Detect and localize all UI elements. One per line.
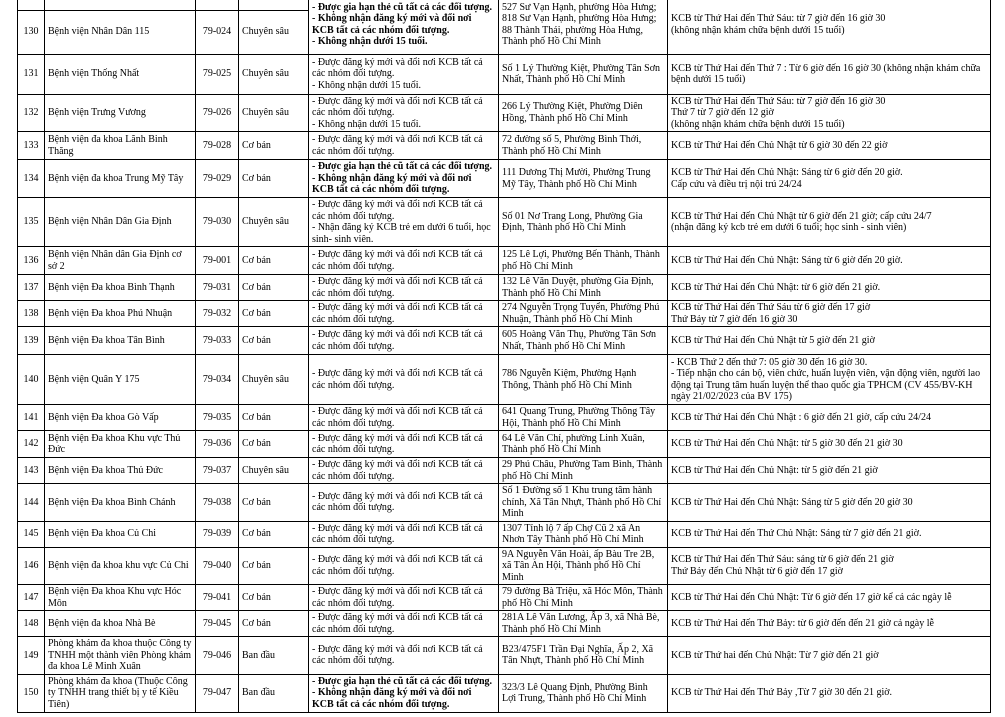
hours-line: Thứ Bảy đến Chủ Nhật từ 6 giờ đến 17 giờ <box>671 565 843 577</box>
cell-name: Bệnh viện Đa khoa Thủ Đức <box>45 458 196 484</box>
cell-notes <box>309 458 499 484</box>
cell-code: 79-040 <box>196 547 239 585</box>
hours-line: (không nhận khám chữa bệnh dưới 15 tuổi) <box>671 118 845 130</box>
cell-stt: 140 <box>18 355 45 405</box>
note-line: - Được đăng ký mới và đổi nơi KCB tất cả các nhóm đối tượng. <box>312 406 483 429</box>
cell-stt: 138 <box>18 301 45 327</box>
cell-tier: Cơ bản <box>239 521 309 547</box>
cell-name: Bệnh viện đa khoa khu vực Củ Chi <box>45 547 196 585</box>
cell-notes <box>309 94 499 132</box>
cell-name: Bệnh viện Nhân Dân 115 <box>45 10 196 54</box>
cell-notes <box>309 355 499 405</box>
cell-notes <box>309 431 499 458</box>
hours-line: KCB từ Thứ Hai đến Thứ Chủ Nhật: Sáng từ 7 giờ đến 21 giờ. <box>671 528 922 540</box>
cell-tier: Cơ bản <box>239 431 309 458</box>
cell-tier: Cơ bản <box>239 327 309 355</box>
note-line: - Được gia hạn thẻ cũ tất cả các đối tượng. <box>312 161 493 173</box>
hours-line: Cấp cứu và điều trị nội trú 24/24 <box>671 178 802 190</box>
hours-line: KCB từ Thứ Hai đến Chủ Nhật: Sáng từ 5 giờ đến 20 giờ 30 <box>671 496 913 508</box>
table-row <box>18 484 991 522</box>
note-line: - Không nhận dưới 15 tuổi. <box>312 36 428 48</box>
cell-address: 72 đường số 5, Phường Bình Thới, Thành phố Hồ Chí Minh <box>499 132 668 160</box>
table-row <box>18 247 991 275</box>
cell-hours <box>668 247 991 275</box>
cell-address: 266 Lý Thường Kiệt, Phường Diên Hồng, Thành phố Hồ Chí Minh <box>499 94 668 132</box>
table-row <box>18 521 991 547</box>
table-row <box>18 674 991 712</box>
cell-code: 79-037 <box>196 458 239 484</box>
note-line: - Được gia hạn thẻ cũ tất cả các đối tượng. <box>312 675 493 687</box>
note-line: - Được đăng ký mới và đổi nơi KCB tất cả các nhóm đối tượng. <box>312 554 483 577</box>
table-row <box>18 431 991 458</box>
hours-line: KCB từ Thứ Hai đến Chủ Nhật từ 6 giờ đến 21 giờ; cấp cứu 24/7 <box>671 210 932 222</box>
hours-line: KCB từ Thứ Hai đến Chủ Nhật: Từ 6 giờ đến 17 giờ kể cả các ngày lễ <box>671 591 952 603</box>
cell-address: 9A Nguyễn Văn Hoài, ấp Bàu Tre 2B, xã Tân An Hội, Thành phố Hồ Chí Minh <box>499 547 668 585</box>
cell-tier: Cơ bản <box>239 160 309 198</box>
hours-line: KCB từ Thứ Hai đến Thứ Sáu: từ 7 giờ đến 16 giờ 30 <box>671 95 886 107</box>
cell-address: 132 Lê Văn Duyệt, phường Gia Định, Thành phố Hồ Chí Minh <box>499 275 668 301</box>
cell-code: 79-047 <box>196 674 239 712</box>
cell-name: Bệnh viện Đa khoa Khu vực Thủ Đức <box>45 431 196 458</box>
cell-code: 79-035 <box>196 405 239 431</box>
cell-address: Số 1 Đường số 1 Khu trung tâm hành chính, Xã Tân Nhựt, Thành phố Hồ Chí Minh <box>499 484 668 522</box>
cell-hours <box>668 547 991 585</box>
cell-name-stub <box>45 0 196 10</box>
cell-stt: 148 <box>18 611 45 637</box>
cell-name: Bệnh viện Đa khoa Tân Bình <box>45 327 196 355</box>
note-line: - Được đăng ký mới và đổi nơi KCB tất cả các nhóm đối tượng. <box>312 612 483 635</box>
cell-stt: 134 <box>18 160 45 198</box>
cell-tier-stub <box>239 0 309 10</box>
cell-code: 79-025 <box>196 54 239 94</box>
cell-tier: Chuyên sâu <box>239 355 309 405</box>
cell-tier: Chuyên sâu <box>239 458 309 484</box>
cell-hours <box>668 585 991 611</box>
cell-notes <box>309 521 499 547</box>
cell-notes <box>309 484 499 522</box>
cell-stt: 137 <box>18 275 45 301</box>
cell-stt-stub <box>18 0 45 10</box>
cell-notes <box>309 301 499 327</box>
cell-hours <box>668 301 991 327</box>
cell-code-stub <box>196 0 239 10</box>
cell-notes <box>309 327 499 355</box>
cell-stt: 141 <box>18 405 45 431</box>
cell-address: Số 1 Lý Thường Kiệt, Phường Tân Sơn Nhất, Thành phố Hồ Chí Minh <box>499 54 668 94</box>
table-row <box>18 54 991 94</box>
cell-name: Bệnh viện Đa khoa Bình Thạnh <box>45 275 196 301</box>
note-line: - Được gia hạn thẻ cũ tất cả các đối tượng. <box>312 1 493 13</box>
hours-line: KCB từ Thứ Hai đến Chủ Nhật: từ 6 giờ đến 21 giờ. <box>671 281 881 293</box>
cell-address: B23/475F1 Trần Đại Nghĩa, Ấp 2, Xã Tân Nhựt, Thành phố Hồ Chí Minh <box>499 637 668 675</box>
table-row <box>18 94 991 132</box>
cell-tier: Ban đầu <box>239 674 309 712</box>
note-line: - Được đăng ký mới và đổi nơi KCB tất cả các nhóm đối tượng. <box>312 95 483 118</box>
cell-stt: 133 <box>18 132 45 160</box>
cell-code: 79-046 <box>196 637 239 675</box>
cell-address: 786 Nguyễn Kiệm, Phường Hạnh Thông, Thành phố Hồ Chí Minh <box>499 355 668 405</box>
cell-hours <box>668 484 991 522</box>
cell-stt: 143 <box>18 458 45 484</box>
cell-hours <box>668 198 991 247</box>
cell-tier: Cơ bản <box>239 484 309 522</box>
cell-address: 274 Nguyễn Trọng Tuyển, Phường Phú Nhuận, Thành phố Hồ Chí Minh <box>499 301 668 327</box>
cell-name: Bệnh viện đa khoa Nhà Bè <box>45 611 196 637</box>
note-line: - Không nhận đăng ký mới và đổi nơi KCB tất cả các nhóm đối tượng. <box>312 13 472 36</box>
table-row <box>18 405 991 431</box>
cell-code: 79-026 <box>196 94 239 132</box>
note-line: - Được đăng ký mới và đổi nơi KCB tất cả các nhóm đối tượng. <box>312 276 483 299</box>
cell-notes <box>309 275 499 301</box>
cell-address: 125 Lê Lợi, Phường Bến Thành, Thành phố Hồ Chí Minh <box>499 247 668 275</box>
hours-line: KCB từ Thứ Hai đến Thứ Sáu từ 6 giờ đến 17 giờ <box>671 302 871 313</box>
cell-notes <box>309 54 499 94</box>
hours-line: KCB từ Thứ Hai đến Chủ Nhật: từ 5 giờ đến 21 giờ <box>671 464 878 476</box>
cell-tier: Cơ bản <box>239 275 309 301</box>
cell-code: 79-045 <box>196 611 239 637</box>
cell-code: 79-032 <box>196 301 239 327</box>
cell-stt: 145 <box>18 521 45 547</box>
cell-tier: Chuyên sâu <box>239 94 309 132</box>
cell-code: 79-029 <box>196 160 239 198</box>
cell-code: 79-028 <box>196 132 239 160</box>
cell-code: 79-030 <box>196 198 239 247</box>
cell-stt: 136 <box>18 247 45 275</box>
cell-hours <box>668 674 991 712</box>
cell-hours <box>668 0 991 54</box>
cell-name: Bệnh viện đa khoa Lãnh Binh Thăng <box>45 132 196 160</box>
hours-line: KCB từ Thứ Hai đến Thứ Sáu: sáng từ 6 giờ đến 21 giờ <box>671 554 894 566</box>
hours-line: KCB từ Thứ Hai đến Thứ 7 : Từ 6 giờ đến 16 giờ 30 (không nhận khám chữa bệnh dưới 15 tuổi) <box>671 62 981 85</box>
cell-notes <box>309 585 499 611</box>
cell-address: 281A Lê Văn Lương, Ấp 3, xã Nhà Bè, Thành phố Hồ Chí Minh <box>499 611 668 637</box>
hours-line: - Tiếp nhận cho cán bộ, viên chức, huấn luyện viên, vận động viên, người lao động tại Trung tâm huấn luyện thể thao quốc gia TPHCM (CV 455/BV-KH ngày 21/02/2023 của BV 175) <box>671 368 981 402</box>
cell-name: Phòng khám đa khoa thuộc Công ty TNHH một thành viên Phòng khám đa khoa Lê Minh Xuân <box>45 637 196 675</box>
note-line: - Được đăng ký mới và đổi nơi KCB tất cả các nhóm đối tượng. <box>312 329 483 352</box>
cell-hours <box>668 327 991 355</box>
note-line: - Được đăng ký mới và đổi nơi KCB tất cả các nhóm đối tượng. <box>312 56 483 80</box>
cell-tier: Cơ bản <box>239 132 309 160</box>
cell-address: Số 01 Nơ Trang Long, Phường Gia Định, Thành phố Hồ Chí Minh <box>499 198 668 247</box>
cell-hours <box>668 275 991 301</box>
cell-notes <box>309 160 499 198</box>
table-row <box>18 327 991 355</box>
cell-name: Bệnh viện Nhân Dân Gia Định <box>45 198 196 247</box>
cell-hours <box>668 431 991 458</box>
hours-line: - KCB Thứ 2 đến thứ 7: 05 giờ 30 đến 16 giờ 30. <box>671 356 868 368</box>
table-row <box>18 458 991 484</box>
note-line: - Được đăng ký mới và đổi nơi KCB tất cả các nhóm đối tượng. <box>312 459 483 482</box>
cell-name: Bệnh viện Nhân dân Gia Định cơ sở 2 <box>45 247 196 275</box>
cell-address: 29 Phú Châu, Phường Tam Bình, Thành phố Hồ Chí Minh <box>499 458 668 484</box>
cell-hours <box>668 94 991 132</box>
cell-address: 605 Hoàng Văn Thụ, Phường Tân Sơn Nhất, Thành phố Hồ Chí Minh <box>499 327 668 355</box>
table-row <box>18 198 991 247</box>
note-line: - Không nhận đăng ký mới và đổi nơi KCB tất cả các nhóm đối tượng. <box>312 172 472 196</box>
note-line: - Được đăng ký mới và đổi nơi KCB tất cả các nhóm đối tượng. <box>312 490 483 514</box>
cell-stt: 130 <box>18 10 45 54</box>
table-body <box>18 0 991 712</box>
cell-stt: 146 <box>18 547 45 585</box>
cell-tier: Cơ bản <box>239 301 309 327</box>
table-row <box>18 132 991 160</box>
cell-code: 79-038 <box>196 484 239 522</box>
table-row <box>18 275 991 301</box>
cell-code: 79-034 <box>196 355 239 405</box>
note-line: - Không nhận dưới 15 tuổi. <box>312 118 422 130</box>
cell-tier: Ban đầu <box>239 637 309 675</box>
cell-name: Bệnh viện Đa khoa Khu vực Hóc Môn <box>45 585 196 611</box>
cell-hours <box>668 637 991 675</box>
cell-hours <box>668 132 991 160</box>
cell-stt: 147 <box>18 585 45 611</box>
hours-line: KCB từ Thứ hai đến Chủ Nhật: Từ 7 giờ đến 21 giờ <box>671 649 879 661</box>
cell-stt: 132 <box>18 94 45 132</box>
hours-line: KCB từ Thứ Hai đến Thứ Sáu: từ 7 giờ đến 16 giờ 30 <box>671 13 886 25</box>
cell-code: 79-001 <box>196 247 239 275</box>
table-row <box>18 637 991 675</box>
cell-hours <box>668 405 991 431</box>
note-line: - Được đăng ký mới và đổi nơi KCB tất cả các nhóm đối tượng. <box>312 134 483 157</box>
note-line: - Không nhận dưới 15 tuổi. <box>312 79 422 91</box>
table-row <box>18 611 991 637</box>
table-row <box>18 160 991 198</box>
note-line: - Được đăng ký mới và đổi nơi KCB tất cả các nhóm đối tượng. <box>312 586 483 609</box>
note-line: - Được đăng ký mới và đổi nơi KCB tất cả các nhóm đối tượng. <box>312 432 483 455</box>
cell-hours <box>668 521 991 547</box>
hospital-table <box>17 0 991 713</box>
cell-code: 79-041 <box>196 585 239 611</box>
note-line: - Được đăng ký mới và đổi nơi KCB tất cả các nhóm đối tượng. <box>312 522 483 545</box>
note-line: - Được đăng ký mới và đổi nơi KCB tất cả các nhóm đối tượng. <box>312 249 483 272</box>
cell-notes <box>309 611 499 637</box>
cell-notes <box>309 674 499 712</box>
cell-code: 79-024 <box>196 10 239 54</box>
cell-hours <box>668 611 991 637</box>
cell-code: 79-039 <box>196 521 239 547</box>
hours-line: KCB từ Thứ Hai đến Chủ Nhật từ 5 giờ đến 21 giờ <box>671 334 875 346</box>
cell-hours <box>668 160 991 198</box>
cell-notes <box>309 0 499 54</box>
cell-hours <box>668 355 991 405</box>
cell-address: 527 Sư Vạn Hạnh, phường Hòa Hưng; 818 Sư Vạn Hạnh, phường Hòa Hưng; 88 Thành Thái, phường Hòa Hưng, Thành phố Hồ Chí Minh <box>499 0 668 54</box>
cell-stt: 150 <box>18 674 45 712</box>
hours-line: KCB từ Thứ Hai đến Chủ Nhật: Sáng từ 6 giờ đến 20 giờ. <box>671 254 903 266</box>
hours-line: Thứ Bảy từ 7 giờ đến 16 giờ 30 <box>671 313 798 325</box>
cell-stt: 142 <box>18 431 45 458</box>
hours-line: (không nhận khám chữa bệnh dưới 15 tuổi) <box>671 24 845 36</box>
note-line: - Không nhận đăng ký mới và đổi nơi KCB tất cả các nhóm đối tượng. <box>312 687 472 710</box>
cell-notes <box>309 132 499 160</box>
cell-stt: 135 <box>18 198 45 247</box>
cell-tier: Cơ bản <box>239 585 309 611</box>
cell-stt: 139 <box>18 327 45 355</box>
cell-name: Bệnh viện Trưng Vương <box>45 94 196 132</box>
cell-notes <box>309 198 499 247</box>
table-row <box>18 547 991 585</box>
cell-name: Bệnh viện Đa khoa Bình Chánh <box>45 484 196 522</box>
cell-name: Bệnh viện Thống Nhất <box>45 54 196 94</box>
cell-name: Bệnh viện Quân Y 175 <box>45 355 196 405</box>
cell-name: Bệnh viện Đa khoa Phú Nhuận <box>45 301 196 327</box>
note-line: - Nhận đăng ký KCB trẻ em dưới 6 tuổi, học sinh- sinh viên. <box>312 222 491 245</box>
cell-address: 1307 Tỉnh lộ 7 ấp Chợ Cũ 2 xã An Nhơn Tây Thành phố Hồ Chí Minh <box>499 521 668 547</box>
cell-tier: Cơ bản <box>239 247 309 275</box>
cell-tier: Cơ bản <box>239 611 309 637</box>
hours-line: KCB từ Thứ Hai đến Thứ Bảy ,Từ 7 giờ 30 đến 21 giờ. <box>671 687 893 699</box>
hours-line: KCB từ Thứ Hai đến Thứ Bảy: từ 6 giờ đến đến 21 giờ cả ngày lễ <box>671 617 934 629</box>
note-line: - Được đăng ký mới và đổi nơi KCB tất cả các nhóm đối tượng. <box>312 199 483 222</box>
cell-name: Bệnh viện đa khoa Trung Mỹ Tây <box>45 160 196 198</box>
cell-stt: 144 <box>18 484 45 522</box>
cell-name: Bệnh viện Đa khoa Gò Vấp <box>45 405 196 431</box>
cell-code: 79-036 <box>196 431 239 458</box>
cell-stt: 131 <box>18 54 45 94</box>
hours-line: (nhận đăng ký kcb trẻ em dưới 6 tuổi; học sinh - sinh viên) <box>671 222 907 233</box>
cell-hours <box>668 458 991 484</box>
cell-notes <box>309 405 499 431</box>
cell-name: Phòng khám đa khoa (Thuộc Công ty TNHH trang thiết bị y tế Kiều Tiên) <box>45 674 196 712</box>
cut-top-row <box>18 0 991 10</box>
hours-line: Thứ 7 từ 7 giờ đến 12 giờ <box>671 107 774 118</box>
cell-address: 323/3 Lê Quang Định, Phường Bình Lợi Trung, Thành phố Hồ Chí Minh <box>499 674 668 712</box>
cell-tier: Chuyên sâu <box>239 198 309 247</box>
cell-address: 79 đường Bà Triệu, xã Hóc Môn, Thành phố Hồ Chí Minh <box>499 585 668 611</box>
cell-tier: Cơ bản <box>239 547 309 585</box>
note-line: - Được đăng ký mới và đổi nơi KCB tất cả các nhóm đối tượng. <box>312 368 483 391</box>
cell-tier: Chuyên sâu <box>239 54 309 94</box>
cell-notes <box>309 547 499 585</box>
hours-line: KCB từ Thứ Hai đến Chủ Nhật từ 6 giờ 30 đến 22 giờ <box>671 139 888 151</box>
cell-notes <box>309 637 499 675</box>
cell-stt: 149 <box>18 637 45 675</box>
cell-name: Bệnh viện Đa khoa Củ Chi <box>45 521 196 547</box>
cell-tier: Chuyên sâu <box>239 10 309 54</box>
note-line: - Được đăng ký mới và đổi nơi KCB tất cả các nhóm đối tượng. <box>312 643 483 667</box>
hours-line: KCB từ Thứ Hai đến Chủ Nhật: Sáng từ 6 giờ đến 20 giờ. <box>671 167 903 178</box>
hours-line: KCB từ Thứ Hai đến Chủ Nhật: từ 5 giờ 30 đến 21 giờ 30 <box>671 438 903 450</box>
cell-code: 79-031 <box>196 275 239 301</box>
table-row <box>18 585 991 611</box>
cell-address: 111 Dương Thị Mười, Phường Trung Mỹ Tây, Thành phố Hồ Chí Minh <box>499 160 668 198</box>
note-line: - Được đăng ký mới và đổi nơi KCB tất cả các nhóm đối tượng. <box>312 302 483 325</box>
cell-tier: Cơ bản <box>239 405 309 431</box>
cell-hours <box>668 54 991 94</box>
cell-notes <box>309 247 499 275</box>
cell-address: 64 Lê Văn Chí, phường Linh Xuân, Thành phố Hồ Chí Minh <box>499 431 668 458</box>
hours-line: KCB từ Thứ Hai đến Chủ Nhật : 6 giờ đến 21 giờ, cấp cứu 24/24 <box>671 411 931 423</box>
cell-code: 79-033 <box>196 327 239 355</box>
cell-address: 641 Quang Trung, Phường Thông Tây Hội, Thành phố Hồ Chí Minh <box>499 405 668 431</box>
table-row <box>18 355 991 405</box>
table-row <box>18 301 991 327</box>
